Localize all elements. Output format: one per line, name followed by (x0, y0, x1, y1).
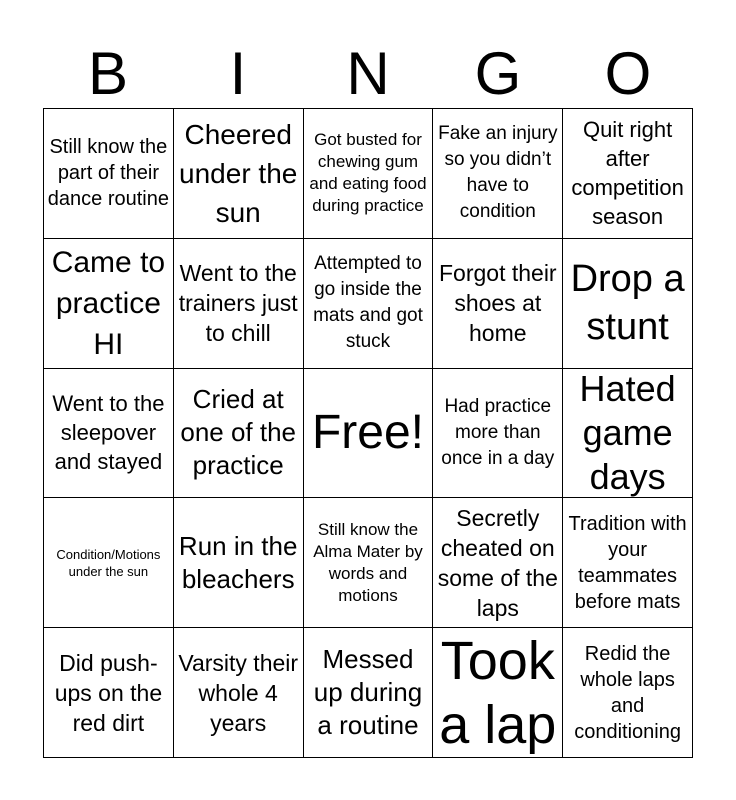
bingo-cell[interactable] (44, 369, 174, 499)
bingo-cell[interactable] (563, 628, 693, 758)
cell-text: Secretly cheated on some of the laps (437, 504, 558, 621)
bingo-cell[interactable] (174, 369, 304, 499)
bingo-cell[interactable] (433, 369, 563, 499)
bingo-cell[interactable] (433, 498, 563, 628)
cell-text: Condition/Motions under the sun (56, 546, 161, 579)
bingo-cell[interactable] (433, 109, 563, 239)
cell-text: Still know the part of their dance routine (47, 136, 169, 211)
bingo-cell[interactable] (304, 109, 434, 239)
bingo-cell[interactable] (44, 239, 174, 369)
bingo-cell[interactable] (433, 628, 563, 758)
header-letter-i: I (229, 40, 247, 107)
free-space-text: Free! (311, 405, 424, 459)
cell-text: Redid the whole laps and conditioning (574, 642, 681, 743)
header-letter-n: N (346, 40, 390, 107)
bingo-cell[interactable] (563, 498, 693, 628)
bingo-cell[interactable] (563, 239, 693, 369)
bingo-cell[interactable] (174, 109, 304, 239)
bingo-grid (43, 108, 693, 758)
cell-text: Hated game days (579, 368, 676, 497)
bingo-cell[interactable] (563, 369, 693, 499)
cell-text: Messed up during a routine (313, 644, 423, 741)
cell-text: Did push-ups on the red dirt (54, 649, 163, 736)
cell-text: Quit right after competition season (571, 117, 684, 230)
header-letter-g: G (474, 40, 522, 107)
cell-text: Varsity their whole 4 years (178, 649, 299, 736)
cell-text: Run in the bleachers (178, 530, 298, 594)
cell-text: Cried at one of the practice (180, 384, 297, 481)
cell-text: Attempted to go inside the mats and got stuck (313, 253, 423, 353)
cell-text: Drop a stunt (570, 258, 685, 349)
bingo-cell[interactable] (44, 628, 174, 758)
bingo-cell[interactable] (433, 239, 563, 369)
bingo-cell[interactable] (304, 239, 434, 369)
free-space-cell[interactable] (304, 369, 434, 499)
bingo-cell[interactable] (174, 239, 304, 369)
cell-text: Took a lap (439, 630, 557, 755)
cell-text: Still know the Alma Mater by words and motions (313, 519, 423, 605)
cell-text: Got busted for chewing gum and eating food during practice (309, 130, 427, 216)
cell-text: Went to the sleepover and stayed (52, 391, 165, 475)
cell-text: Fake an injury so you didn’t have to condition (438, 123, 558, 223)
cell-text: Went to the trainers just to chill (178, 260, 298, 347)
cell-text: Tradition with your teammates before mats (568, 512, 687, 613)
bingo-cell[interactable] (44, 109, 174, 239)
bingo-cell[interactable] (304, 498, 434, 628)
bingo-cell[interactable] (563, 109, 693, 239)
bingo-cell[interactable] (174, 498, 304, 628)
cell-text: Cheered under the sun (179, 118, 298, 228)
cell-text: Had practice more than once in a day (441, 395, 555, 469)
bingo-cell[interactable] (304, 628, 434, 758)
bingo-cell[interactable] (44, 498, 174, 628)
bingo-cell[interactable] (174, 628, 304, 758)
header-letter-b: B (87, 40, 129, 107)
cell-text: Forgot their shoes at home (438, 260, 557, 347)
header-letter-o: O (604, 40, 652, 107)
cell-text: Came to practice HI (51, 245, 166, 361)
bingo-header (43, 40, 693, 108)
